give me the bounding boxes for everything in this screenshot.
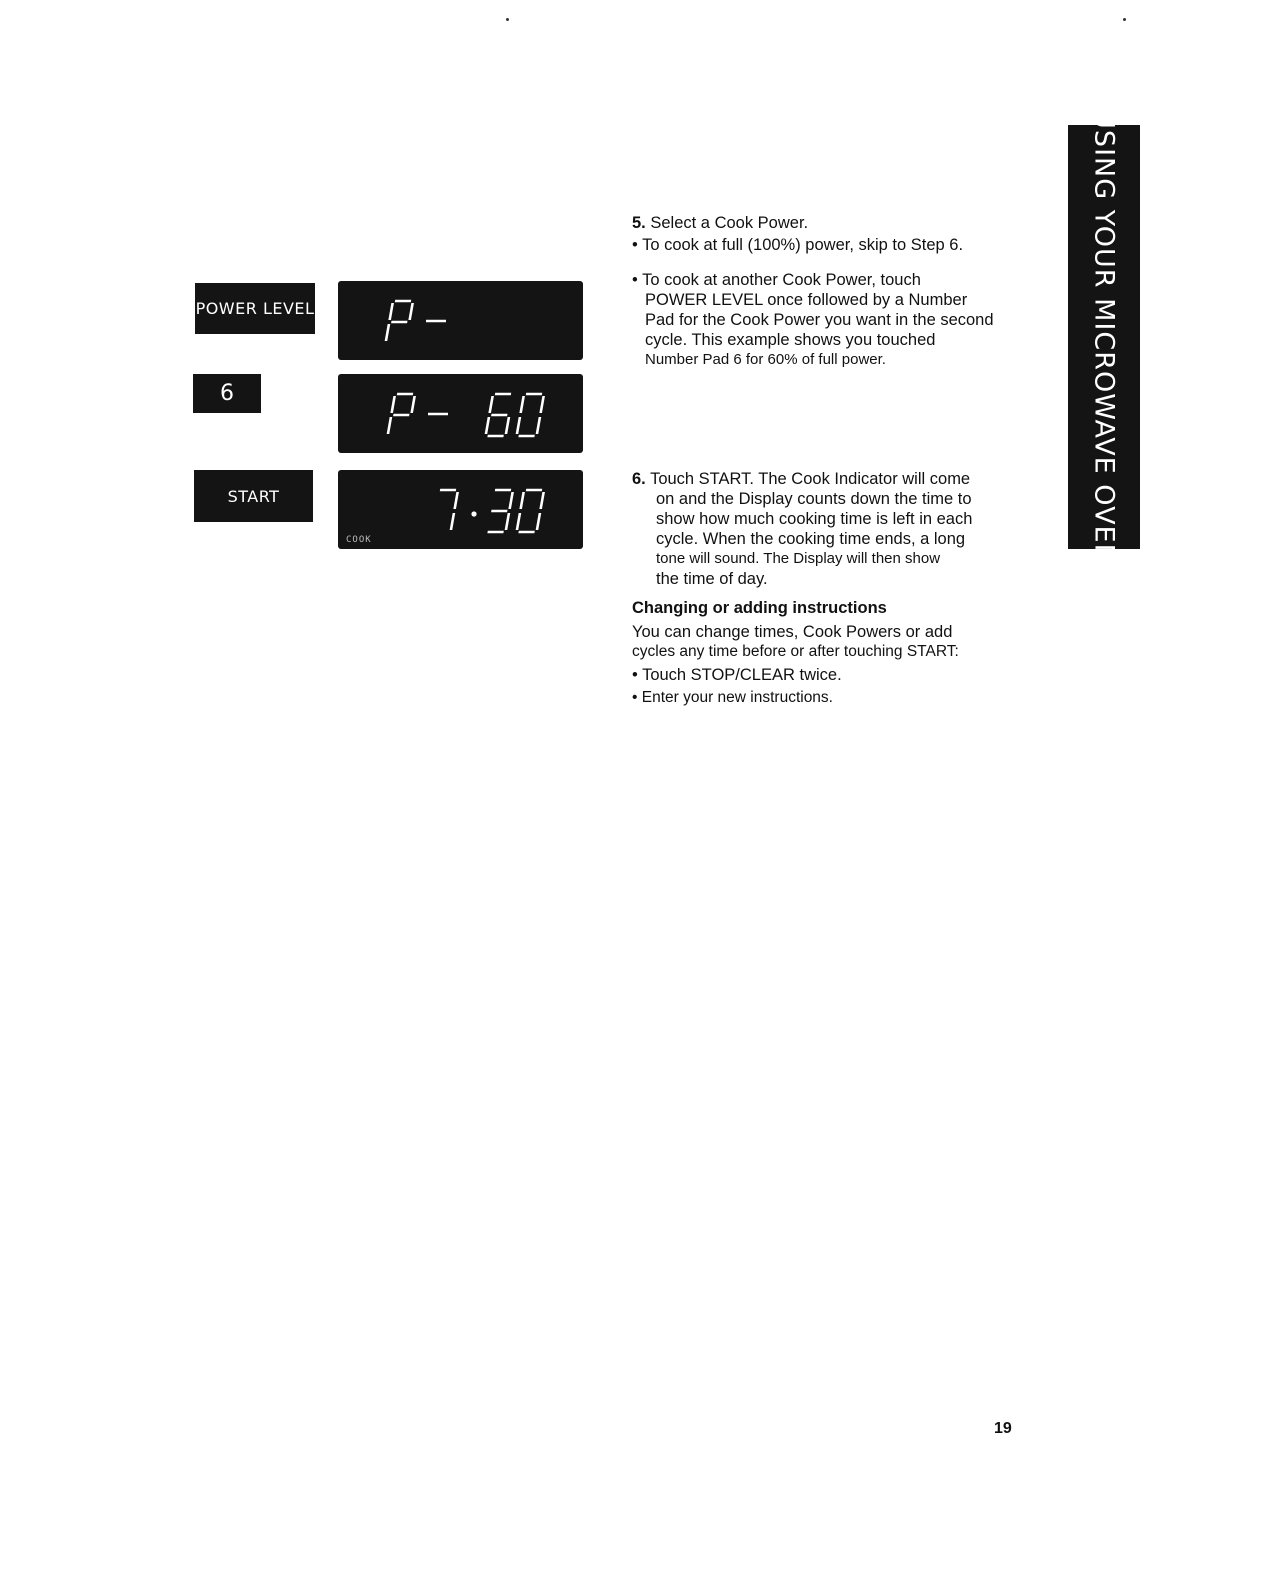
step-6-first-line	[632, 469, 1032, 489]
text-line: show how much cooking time is left in each	[656, 510, 973, 528]
number-pad-6-key: 6	[193, 374, 261, 413]
seven-segment-readout	[338, 470, 583, 549]
text-line: cycle. This example shows you touched	[645, 331, 936, 349]
text-line: on and the Display counts down the time to	[656, 490, 972, 508]
text-line: cycles any time before or after touching START:	[632, 643, 959, 660]
bullet-item: • Enter your new instructions.	[632, 689, 833, 706]
text-line: tone will sound. The Display will then show	[656, 550, 941, 567]
text-line: • To cook at another Cook Power, touch	[632, 271, 921, 289]
step-5-bullet-full-power: • To cook at full (100%) power, skip to Step 6.	[632, 236, 964, 254]
page-number: 19	[994, 1420, 1012, 1437]
step-5-title-line	[632, 213, 1032, 233]
step-number: 6.	[632, 470, 646, 488]
display-power-60	[338, 374, 583, 453]
seven-segment-readout	[338, 281, 583, 360]
changing-instructions-section	[632, 598, 1032, 708]
section-tab-label: USING YOUR MICROWAVE OVEN	[1088, 109, 1120, 565]
step-6	[632, 469, 1032, 589]
scan-mark	[506, 18, 509, 21]
section-tab	[1068, 109, 1140, 565]
text-line: Touch START. The Cook Indicator will come	[650, 470, 971, 488]
scan-mark	[1123, 18, 1126, 21]
text-line: POWER LEVEL once followed by a Number	[645, 291, 968, 309]
text-line: Number Pad 6 for 60% of full power.	[645, 351, 886, 368]
step-title: Select a Cook Power.	[650, 214, 809, 232]
cook-indicator: COOK	[346, 535, 372, 545]
section-heading: Changing or adding instructions	[632, 599, 887, 617]
text-line: the time of day.	[656, 570, 768, 588]
step-5-bullet-other-power	[632, 270, 1032, 370]
start-key: START	[194, 470, 313, 522]
bullet-item: • Touch STOP/CLEAR twice.	[632, 666, 842, 684]
display-countdown	[338, 470, 583, 549]
step-5	[632, 213, 1032, 370]
display-power-prompt	[338, 281, 583, 360]
power-level-key: POWER LEVEL	[195, 283, 315, 334]
seven-segment-readout	[338, 374, 583, 453]
step-number: 5.	[632, 214, 646, 232]
text-line: Pad for the Cook Power you want in the second	[645, 311, 994, 329]
text-line: cycle. When the cooking time ends, a long	[656, 530, 966, 548]
text-line: You can change times, Cook Powers or add	[632, 623, 953, 641]
